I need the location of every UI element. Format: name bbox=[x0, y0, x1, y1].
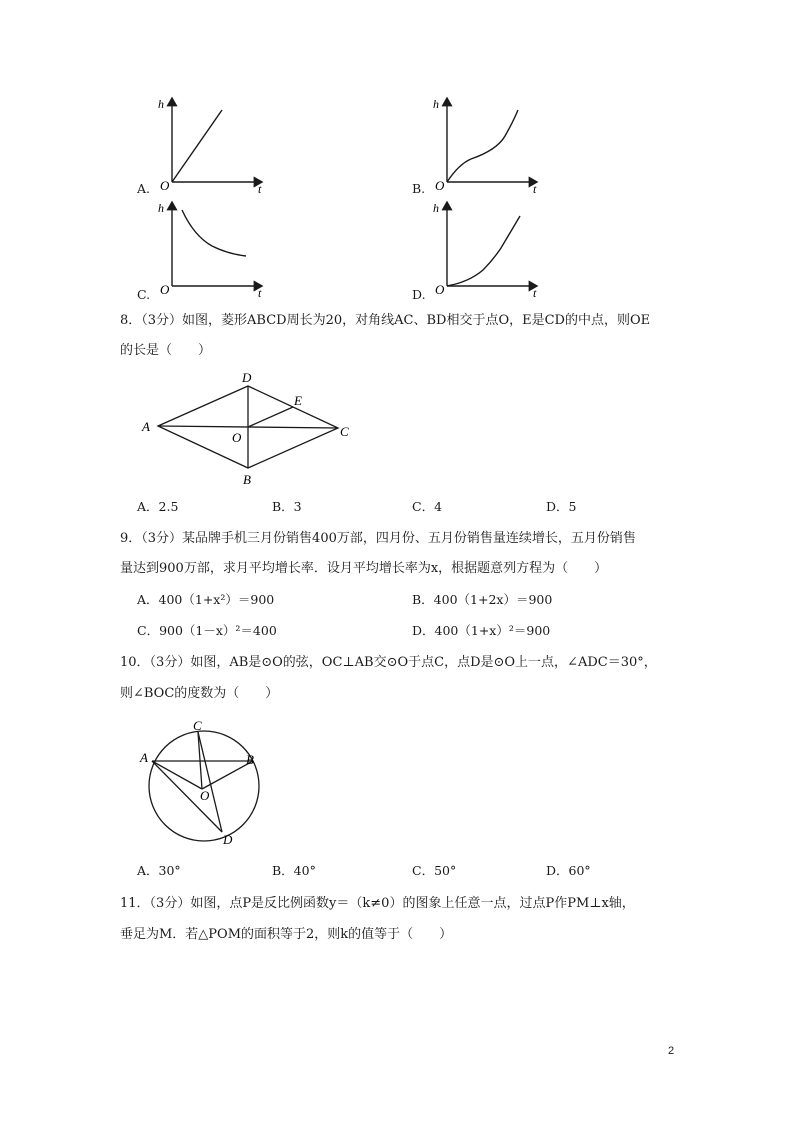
q8-option-b[interactable]: B．3 bbox=[272, 499, 302, 514]
segment-oe bbox=[248, 407, 293, 427]
graph-c-curve bbox=[182, 210, 246, 256]
graph-a-curve bbox=[172, 110, 222, 182]
label-b: B bbox=[243, 472, 251, 487]
q9-text-line1: 9．（3分）某品牌手机三月份销售400万部，四月份、五月份销售量连续增长，五月份销售 bbox=[120, 531, 636, 546]
graph-c-axis-x-label: t bbox=[258, 286, 262, 300]
q8-option-a[interactable]: A．2.5 bbox=[137, 499, 179, 514]
q8-rhombus-figure bbox=[136, 370, 366, 490]
graph-c bbox=[150, 196, 280, 300]
graph-a-letter: A. bbox=[137, 181, 151, 196]
q10-option-c[interactable]: C．50° bbox=[412, 863, 457, 878]
q11-text-line2: 垂足为M．若△POM的面积等于2，则k的值等于（ ） bbox=[120, 927, 453, 942]
q9-option-c[interactable]: C．900（1－x）²＝400 bbox=[137, 623, 277, 638]
segment-oa bbox=[152, 761, 202, 789]
q9-option-a[interactable]: A．400（1+x²）＝900 bbox=[137, 592, 275, 607]
q10-option-b[interactable]: B．40° bbox=[272, 863, 316, 878]
q10-circle-figure bbox=[136, 716, 276, 850]
q9-text-line2: 量达到900万部，求月平均增长率．设月平均增长率为x，根据题意列方程为（ ） bbox=[120, 561, 608, 576]
graph-b-curve bbox=[447, 110, 518, 182]
label-a: A bbox=[142, 419, 150, 434]
graph-d-axis-y-label: h bbox=[433, 201, 439, 215]
q10-text-line2: 则∠BOC的度数为（ ） bbox=[120, 686, 279, 701]
q8-text-line1: 8．（3分）如图，菱形ABCD周长为20，对角线AC、BD相交于点O，E是CD的中点，则OE bbox=[120, 313, 651, 328]
q8-option-d[interactable]: D．5 bbox=[546, 499, 577, 514]
q8-option-c[interactable]: C．4 bbox=[412, 499, 443, 514]
graph-b bbox=[425, 92, 555, 196]
graph-b-axis-y-label: h bbox=[433, 97, 439, 111]
graph-d bbox=[425, 196, 555, 300]
graph-d-letter: D. bbox=[412, 287, 426, 302]
label-d: D bbox=[223, 832, 233, 847]
q9-option-b[interactable]: B．400（1+2x）＝900 bbox=[412, 592, 553, 607]
label-b: B bbox=[246, 752, 254, 767]
graph-b-axis-x-label: t bbox=[533, 182, 537, 196]
graph-d-axis-x-label: t bbox=[533, 286, 537, 300]
graph-a-origin-label: O bbox=[160, 178, 170, 193]
graph-b-origin-label: O bbox=[435, 178, 445, 193]
graph-c-origin-label: O bbox=[160, 282, 170, 297]
label-o: O bbox=[232, 430, 242, 445]
graph-b-letter: B. bbox=[412, 181, 426, 196]
label-c: C bbox=[340, 424, 349, 439]
graph-c-axis-y-label: h bbox=[158, 201, 164, 215]
graph-a-axis-y-label: h bbox=[158, 97, 164, 111]
label-o: O bbox=[200, 788, 210, 803]
q10-option-d[interactable]: D．60° bbox=[546, 863, 591, 878]
label-d: D bbox=[242, 370, 252, 385]
label-e: E bbox=[294, 393, 302, 408]
q11-text-line1: 11．（3分）如图，点P是反比例函数y＝（k≠0）的图象上任意一点，过点P作PM⊥x轴， bbox=[120, 896, 635, 911]
graph-a bbox=[150, 92, 280, 196]
label-a: A bbox=[140, 750, 148, 765]
q8-text-line2: 的长是（ ） bbox=[120, 343, 212, 358]
graph-c-letter: C. bbox=[137, 287, 151, 302]
graph-d-origin-label: O bbox=[435, 282, 445, 297]
q10-option-a[interactable]: A．30° bbox=[137, 863, 181, 878]
circle-o bbox=[149, 731, 259, 841]
graph-a-axis-x-label: t bbox=[258, 182, 262, 196]
q9-option-d[interactable]: D．400（1+x）²＝900 bbox=[412, 623, 551, 638]
label-c: C bbox=[193, 718, 202, 733]
q10-text-line1: 10．（3分）如图，AB是⊙O的弦，OC⊥AB交⊙O于点C，点D是⊙O上一点，∠ADC＝30°， bbox=[120, 655, 657, 670]
page-number: 2 bbox=[668, 1045, 675, 1057]
graph-d-curve bbox=[447, 216, 520, 286]
